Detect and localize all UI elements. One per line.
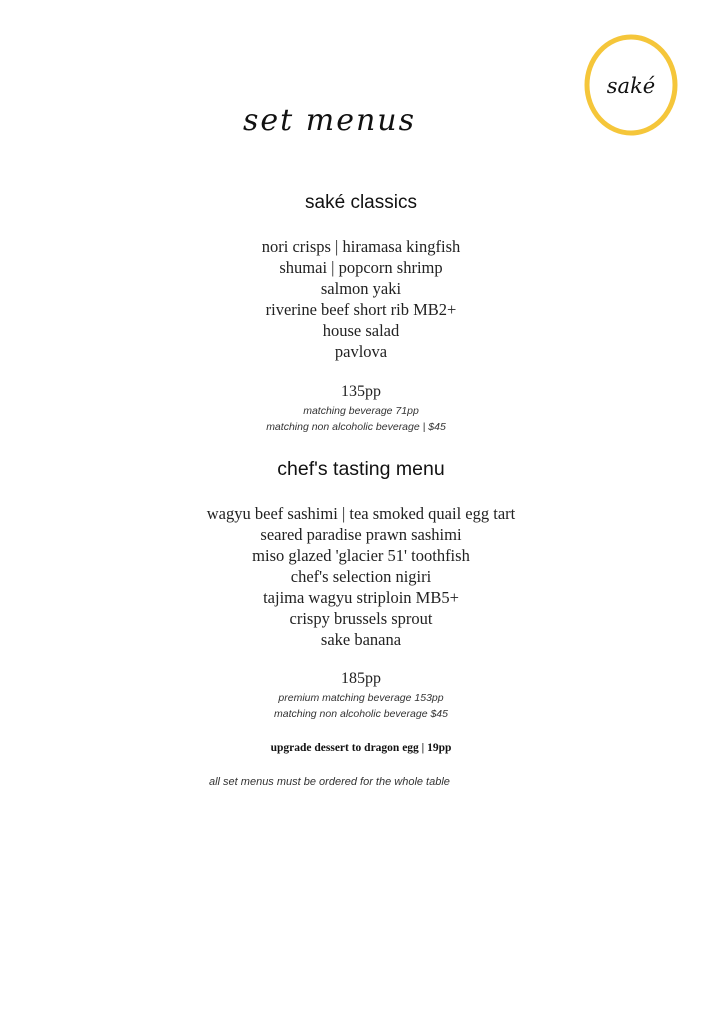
menu-item: pavlova — [334, 342, 388, 361]
menu-item: wagyu beef sashimi | tea smoked quail egg tart — [206, 504, 516, 523]
logo-ring — [583, 33, 679, 137]
menu-item: shumai | popcorn shrimp — [279, 258, 443, 277]
chefs-tasting-beverages — [0, 690, 722, 722]
sake-classics-price: 135pp — [341, 383, 381, 400]
chefs-tasting-price: 185pp — [341, 670, 381, 687]
page-title: set menus — [243, 103, 416, 138]
beverage-option: matching non alcoholic beverage $45 — [274, 708, 448, 720]
menu-item: house salad — [322, 321, 400, 340]
whole-table-note: all set menus must be ordered for the whole table — [209, 776, 450, 788]
logo-text: saké — [606, 74, 656, 98]
upgrade-dessert-note: upgrade dessert to dragon egg | 19pp — [270, 742, 452, 754]
menu-item: crispy brussels sprout — [289, 609, 433, 628]
beverage-option: premium matching beverage 153pp — [278, 692, 444, 704]
menu-item: salmon yaki — [320, 279, 402, 298]
chefs-tasting-title: chef's tasting menu — [277, 458, 445, 480]
menu-item: sake banana — [320, 630, 402, 649]
sake-classics-title: saké classics — [305, 192, 417, 213]
menu-item: nori crisps | hiramasa kingfish — [261, 237, 461, 256]
menu-item: riverine beef short rib MB2+ — [265, 300, 457, 319]
sake-classics-list — [0, 236, 722, 362]
sake-logo — [583, 33, 679, 137]
menu-item: seared paradise prawn sashimi — [260, 525, 462, 544]
chefs-tasting-list — [0, 503, 722, 650]
menu-item: chef's selection nigiri — [290, 567, 432, 586]
beverage-option: matching beverage 71pp — [303, 405, 419, 417]
sake-classics-beverages — [0, 403, 722, 435]
menu-item: tajima wagyu striploin MB5+ — [263, 588, 459, 607]
beverage-option: matching non alcoholic beverage | $45 — [266, 421, 446, 433]
menu-item: miso glazed 'glacier 51' toothfish — [252, 546, 470, 565]
